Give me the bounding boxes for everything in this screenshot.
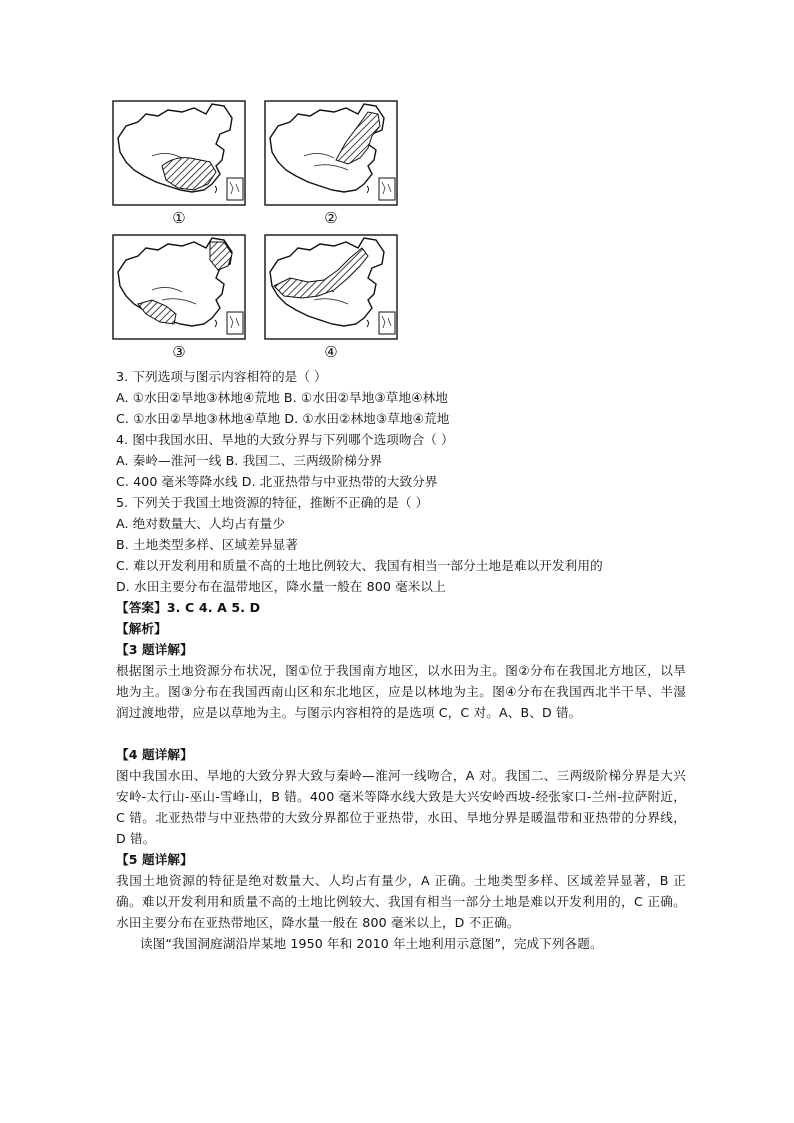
q5-detail-text: 我国土地资源的特征是绝对数量大、人均占有量少，A 正确。土地类型多样、区域差异显著，B 正确。难以开发利用和质量不高的土地比例较大、我国有相当一部分土地是难以开发利用的，C 正确。水田主要分布在亚热带地区，降水量一般在 800 毫米以上，D 不正确。 [116,873,686,930]
question-3-options-ab: A. ①水田②旱地③林地④荒地 B. ①水田②旱地③草地④林地 [116,390,448,405]
map-3-label: ③ [172,343,186,361]
map-4-label: ④ [324,343,338,361]
question-5-option-a: A. 绝对数量大、人均占有量少 [116,516,286,531]
map-4-graphic [264,234,398,340]
next-section-intro: 读图“我国洞庭湖沿岸某地 1950 年和 2010 年土地利用示意图”，完成下列各题。 [140,936,603,951]
map-1-graphic [112,100,246,206]
answer-line: 【答案】3. C 4. A 5. D [116,600,261,615]
question-5-option-b: B. 土地类型多样、区域差异显著 [116,537,298,552]
map-4 [264,234,398,362]
map-2 [264,100,398,228]
question-3-options-cd: C. ①水田②旱地③林地④草地 D. ①水田②林地③草地④荒地 [116,411,450,426]
question-5-option-c: C. 难以开发利用和质量不高的土地比例较大、我国有相当一部分土地是难以开发利用的 [116,558,603,573]
land-use-maps-figure [112,100,402,362]
q4-detail-heading: 【4 题详解】 [116,747,193,762]
question-4-stem: 4. 图中我国水田、旱地的大致分界与下列哪个选项吻合（ ） [116,432,454,447]
map-3 [112,234,246,362]
question-4-options-cd: C. 400 毫米等降水线 D. 北亚热带与中亚热带的大致分界 [116,474,438,489]
question-5-option-d: D. 水田主要分布在温带地区，降水量一般在 800 毫米以上 [116,579,446,594]
map-2-label: ② [324,209,338,227]
map-2-graphic [264,100,398,206]
question-4-options-ab: A. 秦岭—淮河一线 B. 我国二、三两级阶梯分界 [116,453,383,468]
map-1 [112,100,246,228]
question-3-stem: 3. 下列选项与图示内容相符的是（ ） [116,369,327,384]
map-1-label: ① [172,209,186,227]
analysis-heading: 【解析】 [116,621,167,636]
question-5-stem: 5. 下列关于我国土地资源的特征，推断不正确的是（ ） [116,495,429,510]
q5-detail-heading: 【5 题详解】 [116,852,193,867]
q3-detail-text: 根据图示土地资源分布状况，图①位于我国南方地区，以水田为主。图②分布在我国北方地区，以旱地为主。图③分布在我国西南山区和东北地区，应是以林地为主。图④分布在我国西北半干旱、半湿润过渡地带，应是以草地为主。与图示内容相符的是选项 C，C 对。A、B、D 错。 [116,663,686,720]
map-3-graphic [112,234,246,340]
q4-detail-text: 图中我国水田、旱地的大致分界大致与秦岭—淮河一线吻合，A 对。我国二、三两级阶梯分界是大兴安岭-太行山-巫山-雪峰山，B 错。400 毫米等降水线大致是大兴安岭西坡-经张家口-兰州-拉萨附近，C 错。北亚热带与中亚热带的大致分界都位于亚热带，水田、旱地分界是暖温带和亚热带的分界线，D 错。 [116,768,686,846]
q3-detail-heading: 【3 题详解】 [116,642,193,657]
